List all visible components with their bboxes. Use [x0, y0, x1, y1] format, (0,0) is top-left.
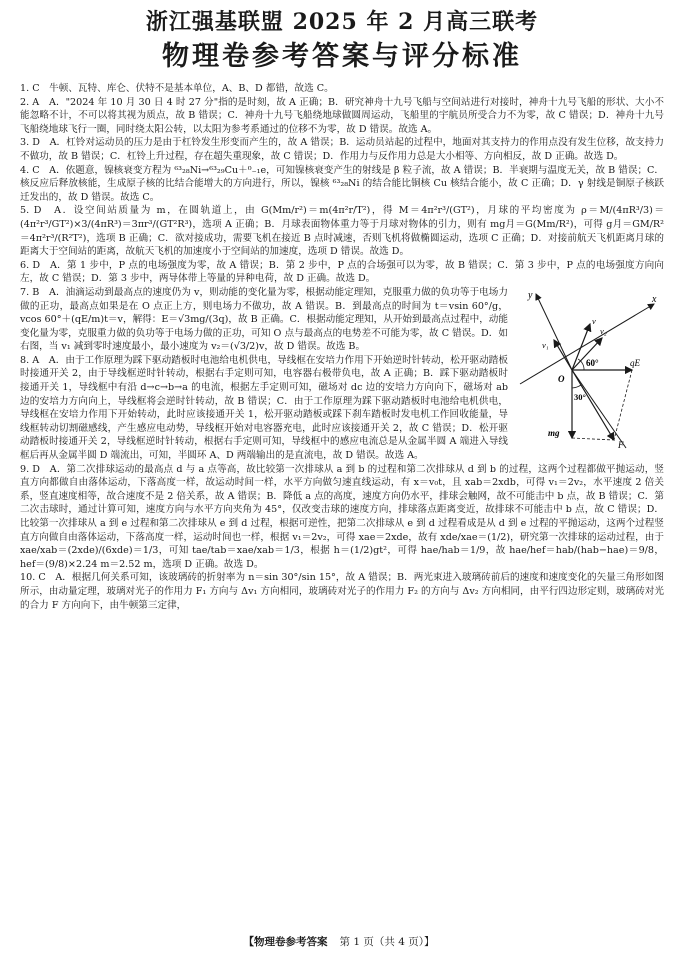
label-qe: qE [630, 357, 640, 368]
force-diagram-svg [514, 288, 664, 456]
x-axis [520, 304, 654, 384]
label-v1: v₁ [542, 339, 549, 350]
y-axis [536, 294, 572, 370]
answer-8: 8. A A．由于工作原理为踩下驱动踏板时电池给电机供电，导线框在安培力作用下开始逆时针转动，松开驱动踏板时接通开关 2，由于导线框逆时针转动，根据右手定则可知，电容器右极带负电，故 A 正确；B．踩下驱动踏板时接通开关 1，导线框中有沿 d→c→b→a 的电流，根据左手定则可知，磁场对 dc 边的安培力方向向下，磁场对 ab 边的安培力方向向上，导线框将会逆时针转动，故 B 错误；C．由于工作原理为踩下驱动踏板时电池给电机供电，导线框在安培力作用下开始转动，此时应该接通开关 1，松开驱动踏板或踩下刹车踏板时发电机工作回收能量，导线框转动切割磁感线，产生感应电动势，导线框开始对电容器充电，此时应该接通开关 2，故 C 错误；D．松开驱动踏板时接通开关 2，导线框逆时针转动，根据右手定则可知，导线框中的感应电流总是从金属半圆 A 端进入导线框后再从金属半圆 D 端流出，可知，半圆环 A、D 两端输出的是直流电，故 D 错误。故选 A。 [20, 354, 508, 462]
label-y: y [528, 289, 533, 301]
answer-4: 4. C A．依题意，镍核衰变方程为 ⁶³₂₈Ni→⁶³₂₉Cu＋⁰₋₁e，可知镍核衰变产生的射线是 β 粒子流，故 A 错误；B．半衰期与温度无关，故 B 错误；C．核反应后释放核能，生成原子核的比结合能增大的方向进行，所以，镍核 ⁶³₂₈Ni 的结合能比铜核 Cu 核结合能小，故 C 正确；D．γ 射线是铜原子核跃迁发出的，故 D 错误。故选 C。 [20, 164, 664, 203]
y-axis-ext [572, 370, 626, 448]
angle-arc-30 [572, 385, 581, 388]
label-mg: mg [548, 427, 560, 438]
answer-3: 3. D A．杠铃对运动员的压力是由于杠铃发生形变而产生的，故 A 错误；B．运动员站起的过程中，地面对其支持力的作用点没有发生位移，故支持力不做功，故 B 错误；C．杠铃上升过程，存在超失重现象，故 C 错误；D．作用力与反作用力总是大小相等、方向相反，故 D 正确。故选 D。 [20, 137, 664, 162]
footer-page-number: 第 1 页（共 4 页）】 [339, 936, 435, 948]
answer-5: 5. D A．设空间站质量为 m，在圆轨道上，由 G(Mm/r²)＝m(4π²r/T²)，得 M＝4π²r³/(GT²)，月球的平均密度为 ρ＝M/(4πR³/3)＝(4π²r³/GT²)×3/(4πR³)＝3πr³/(GT²R³)，选项 A 正确；B．月球表面物体重力等于月球对物体的引力，则有 mg月＝G(Mm/R²)，可得 g月＝GM/R²＝4π²r³/(R²T²)，选项 B 正确；C．欲对接成功，需要飞机在接近 B 点时减速，否则飞机将做椭圆运动，选项 C 正确；D．对接前航天飞机距离月球的距离大于空间站的距离，故航天飞机的加速度小于空间站的加速度，选项 D 错误。故选 D。 [20, 205, 664, 258]
label-f: F [618, 439, 624, 450]
answer-body [20, 82, 664, 612]
f-vector [572, 370, 614, 440]
exam-title: 浙江强基联盟 2025 年 2 月高三联考 [145, 9, 539, 35]
answer-key-title: 物理卷参考答案与评分标准 [162, 41, 522, 72]
answer-1: 1. C 牛顿、瓦特、库仑、伏特不是基本单位，A、B、D 都错，故选 C。 [20, 83, 334, 94]
footer-label: 【物理卷参考答案 [243, 936, 328, 948]
dashed-line-1 [572, 438, 614, 440]
answer-2: 2. A A．"2024 年 10 月 30 日 4 时 27 分"指的是时刻，故 A 正确；B．研究神舟十九号飞船与空间站进行对接时，神舟十九号飞船的形状、大小不能忽略不计，不可以将其视为质点，故 B 错误；C．神舟十九号飞船绕地球做圆周运动，飞船里的宇航员所受合力不为零，故 C 错误；D．神舟十九号飞船绕地球飞行一圈，同时绕太阳公转，以太阳为参考系通过的位移不为零，故 D 错误。故选 A。 [20, 96, 664, 135]
label-v: v [592, 315, 596, 326]
label-v2: v₂ [600, 325, 607, 336]
dashed-line-2 [614, 370, 632, 440]
answer-9: 9. D A．第二次排球运动的最高点 d 与 a 点等高，故比较第一次排球从 a 到 b 的过程和第二次排球从 d 到 b 的过程，这两个过程都做平抛运动，竖直方向都做自由落体运动，下落高度一样，故运动时间一样，水平方向做匀速直线运动，有 x＝v₀t，且 xab＝2xdb，可得 v₁＝2v₂，水平速度 2 倍关系，竖直速度相等，故合速度不是 2 倍关系，故 A 错误；B．降低 a 点的高度，速度方向仍水平，排球会触网，故不可能击中 b 点，故 B 错误；C．第二次击球时，通过计算可知，速度方向与水平方向夹角为 45°，仅改变击球的速度方向，排球落点距离变近，故排球不可能击中 b 点，故 C 错误；D．比较第一次排球从 a 到 e 过程和第二次排球从 e 到 d 过程，根据可逆性，把第二次排球从 e 到 d 过程看成是从 d 到 e 过程的平抛运动，这两个过程竖直方向做自由落体运动，下落高度一样，运动时间也一样，根据 v₁＝2v₂，可得 xae＝2xde，故有 xde/xae＝(1/2)，研究第一次排球的运动过程，由于 xae/xab＝(2xde)/(6xde)＝1/3，可知 tae/tab＝xae/xab＝1/3，根据 h＝(1/2)gt²，可得 hae/hab＝1/9，故 hae/hef＝hab/(hab−hae)＝9/8，hef＝(9/8)×2.24 m＝2.52 m，选项 D 正确。故选 D。 [20, 463, 664, 570]
label-angle60: 60° [586, 357, 599, 368]
answer-6: 6. D A．第 1 步中，P 点的电场强度为零，故 A 错误；B．第 2 步中，P 点的合场强可以为零，故 B 错误；C．第 3 步中，P 点的电场强度方向向左，故 C 错误；D．第 3 步中，两导体带上等量的异种电荷，故 D 正确。故选 D。 [20, 259, 664, 285]
label-x: x [652, 293, 657, 305]
answer-7: 7. B A．油滴运动到最高点的速度仍为 v，则动能的变化量为零，根据动能定理知，克服重力做的负功等于电场力做的正功，最高点如果是在 O 点正上方，则电场力不做功，故 A 错误。B．到最高点的时间为 t＝vsin 60°/g，vcos 60°＋(qE/m)t＝v，解得：E＝√3mg/(3q)，故 B 正确。C．根据动能定理知，从开始到最高点过程中，动能变化量为零，克服重力做的负功等于电场力做的正功，可知 O 点与最高点的电势差不可能为零，故 C 错误。D．如右图，当 v₁ 减到零时速度最小，最小速度为 v₂＝(√3/2)v，故 D 错误。故选 B。 [20, 286, 508, 353]
answer-10: 10. C A．根据几何关系可知，该玻璃砖的折射率为 n＝sin 30°/sin 15°，故 A 错误；B．两光束进入玻璃砖前后的速度和速度变化的矢量三角形如图所示，由动量定理，玻璃对光子的作用力 F₁ 方向与 Δv₁ 方向相同，玻璃砖对光子的作用力 F₂ 的方向与 Δv₂ 方向相同，由平行四边形定则，玻璃砖对光的合力 F 方向向下，由牛顿第三定律， [20, 572, 664, 611]
force-diagram [514, 288, 664, 456]
label-angle30: 30° [574, 391, 586, 402]
page-footer [0, 934, 678, 949]
label-origin: O [558, 373, 565, 384]
